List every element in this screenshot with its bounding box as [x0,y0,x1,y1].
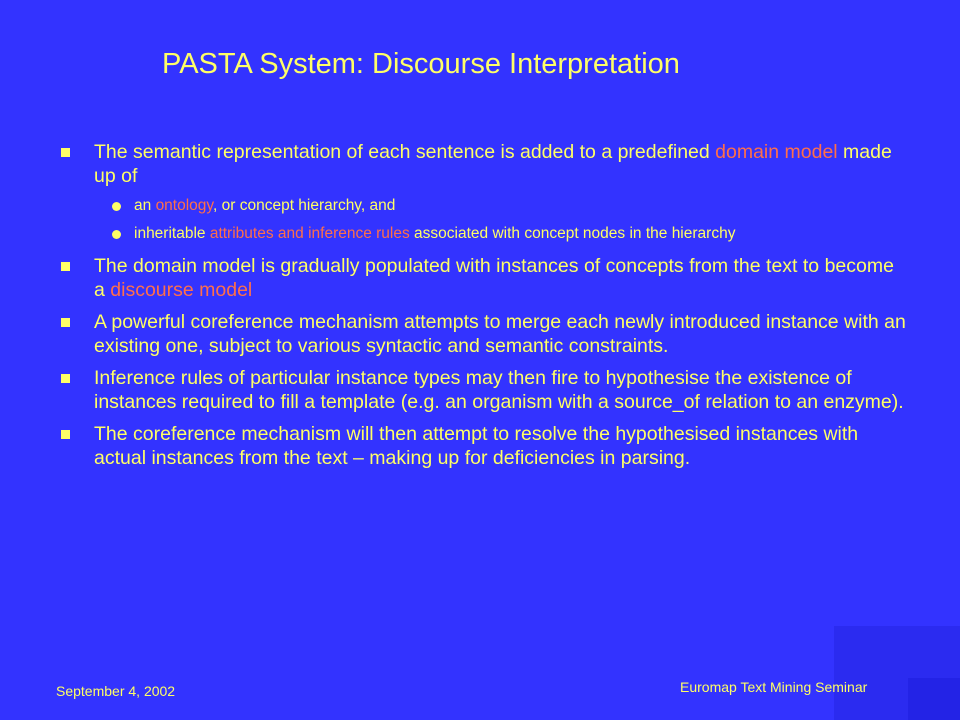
highlight-attributes: attributes [209,225,274,242]
bullet-item-2 [58,254,910,302]
highlight-domain-model: domain model [715,141,838,163]
square-bullet-icon [61,262,70,271]
sub-bullet-item-2 [112,224,910,244]
highlight-discourse-model: discourse model [110,279,253,301]
sub-bullet-list [58,196,910,244]
square-bullet-icon [61,374,70,383]
highlight-inference-rules: inference rules [308,225,410,242]
sub-bullet-text: , or concept hierarchy, and [213,197,396,214]
bullet-text: A powerful coreference mechanism attempts to merge each newly introduced instance with an existing one, subject to various syntactic and semantic constraints. [94,311,906,357]
round-bullet-icon [112,202,121,211]
bullet-text: Inference rules of particular instance types may then fire to hypothesise the existence of instances required to fill a template (e.g. an organism with a source_of relation to an enzyme). [94,367,904,413]
slide-title: PASTA System: Discourse Interpretation [162,48,680,80]
bullet-text: made up of [94,141,892,187]
sub-bullet-text: an [134,197,156,214]
footer-date: September 4, 2002 [56,683,176,699]
sub-bullet-text: inheritable [134,225,210,242]
footer-title: Euromap Text Mining Seminar [680,679,868,695]
highlight-and: and [273,225,309,242]
bullet-text: The domain model is gradually populated with instances of concepts from the text to become a [94,255,894,301]
bullet-item-5 [58,422,910,470]
bullet-item-1 [58,140,910,188]
bullet-item-3 [58,310,910,358]
sub-bullet-text: associated with concept nodes in the hierarchy [409,225,736,242]
square-bullet-icon [61,430,70,439]
bullet-list [58,140,910,478]
bullet-text: The semantic representation of each sentence is added to a predefined [94,141,716,163]
square-bullet-icon [61,148,70,157]
highlight-ontology: ontology [155,197,214,214]
square-bullet-icon [61,318,70,327]
sub-bullet-item-1 [112,196,910,216]
bullet-item-4 [58,366,910,414]
round-bullet-icon [112,230,121,239]
bullet-text: The coreference mechanism will then attempt to resolve the hypothesised instances with actual instances from the text – making up for deficiencies in parsing. [94,423,859,469]
corner-decoration-inner [908,678,960,720]
